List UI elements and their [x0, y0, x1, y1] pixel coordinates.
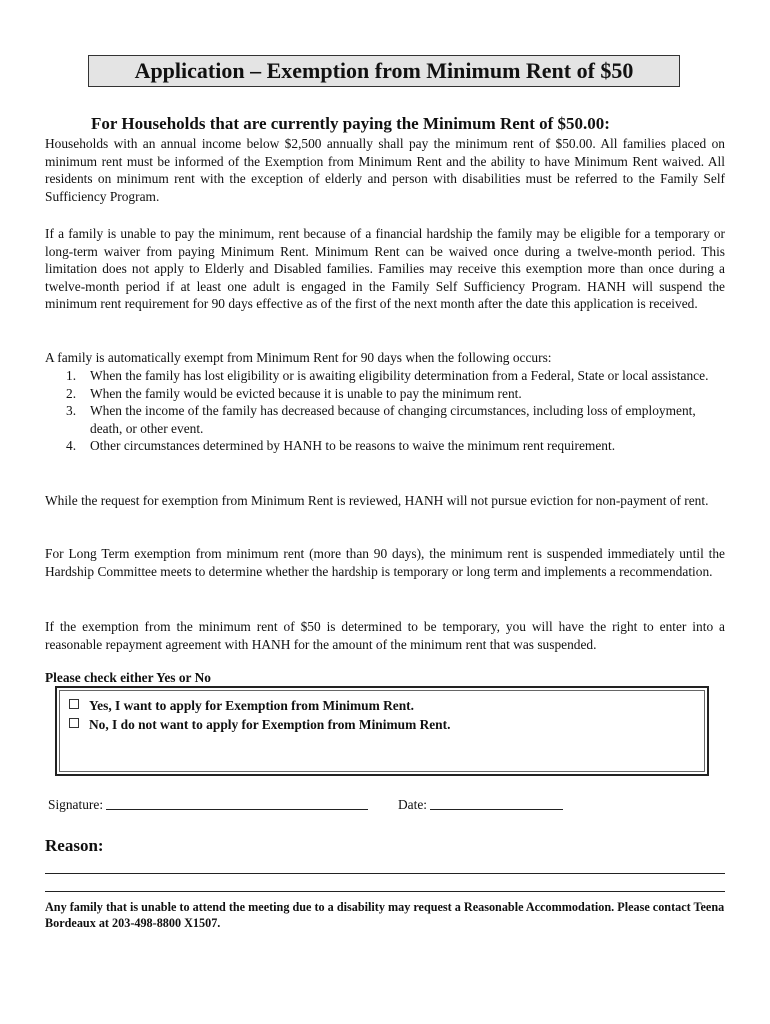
paragraph-eviction: While the request for exemption from Minimum Rent is reviewed, HANH will not pursue eviction for non-payment of rent.: [45, 493, 709, 508]
paragraph-repayment: If the exemption from the minimum rent of $50 is determined to be temporary, you will have the right to enter into a reasonable repayment agreement with HANH for the amount of the minimum rent that was suspended.: [45, 619, 725, 652]
signature-label: Signature:: [48, 797, 104, 812]
paragraph-hardship: If a family is unable to pay the minimum, rent because of a financial hardship the family may be eligible for a temporary or long-term waiver from paying Minimum Rent. Minimum Rent can be waived once during a twelve-month period. This limitation does not apply to Elderly and Disabled families. Families may receive this exemption more than once during a twelve-month period if at least one adult is engaged in the Family Self Sufficiency Program. HANH will suspend the minimum rent requirement for 90 days effective as of the first of the next month after the date this application is received.: [45, 226, 725, 311]
check-heading: Please check either Yes or No: [45, 670, 211, 685]
date-label: Date:: [398, 797, 427, 812]
paragraph-long-term: For Long Term exemption from minimum rent (more than 90 days), the minimum rent is suspended immediately until the Hardship Committee meets to determine whether the hardship is temporary or long term and implements a recommendation.: [45, 546, 725, 579]
signature-field: [48, 797, 368, 813]
list-item: 1. When the family has lost eligibility or is awaiting eligibility determination from a Federal, State or local assistance.: [66, 368, 709, 383]
list-item: 3. When the income of the family has decreased because of changing circumstances, including loss of employment, death, or other event.: [66, 403, 696, 436]
signature-line[interactable]: [106, 797, 368, 810]
reason-line-2[interactable]: [45, 891, 725, 892]
date-field: [398, 797, 563, 813]
option-no[interactable]: [69, 716, 450, 733]
reason-line-1[interactable]: [45, 873, 725, 874]
no-label: No, I do not want to apply for Exemption from Minimum Rent.: [89, 717, 451, 732]
yes-checkbox[interactable]: [69, 699, 79, 709]
yes-label: Yes, I want to apply for Exemption from Minimum Rent.: [89, 698, 414, 713]
paragraph-income: Households with an annual income below $2,500 annually shall pay the minimum rent of $50.00. All families placed on minimum rent must be informed of the Exemption from Minimum Rent and the ability to have Minimum Rent waived. All residents on minimum rent with the exception of elderly and person with disabilities must be referred to the Family Self Sufficiency Program.: [45, 136, 725, 204]
form-subtitle: For Households that are currently paying the Minimum Rent of $50.00:: [91, 114, 610, 133]
paragraph-automatic-exempt: A family is automatically exempt from Minimum Rent for 90 days when the following occurs:: [45, 350, 552, 365]
option-yes[interactable]: [69, 697, 414, 714]
no-checkbox[interactable]: [69, 718, 79, 728]
list-item: 4. Other circumstances determined by HANH to be reasons to waive the minimum rent requirement.: [66, 438, 616, 453]
check-options-box: [55, 686, 709, 776]
reason-label: Reason:: [45, 836, 104, 855]
form-title: Application – Exemption from Minimum Rent of $50: [88, 55, 680, 87]
accommodation-note: Any family that is unable to attend the meeting due to a disability may request a Reasonable Accommodation. Please contact Teena Bordeaux at 203-498-8800 X1507.: [45, 900, 725, 930]
list-item: 2. When the family would be evicted because it is unable to pay the minimum rent.: [66, 385, 522, 401]
date-line[interactable]: [430, 797, 563, 810]
conditions-list: [45, 367, 725, 455]
